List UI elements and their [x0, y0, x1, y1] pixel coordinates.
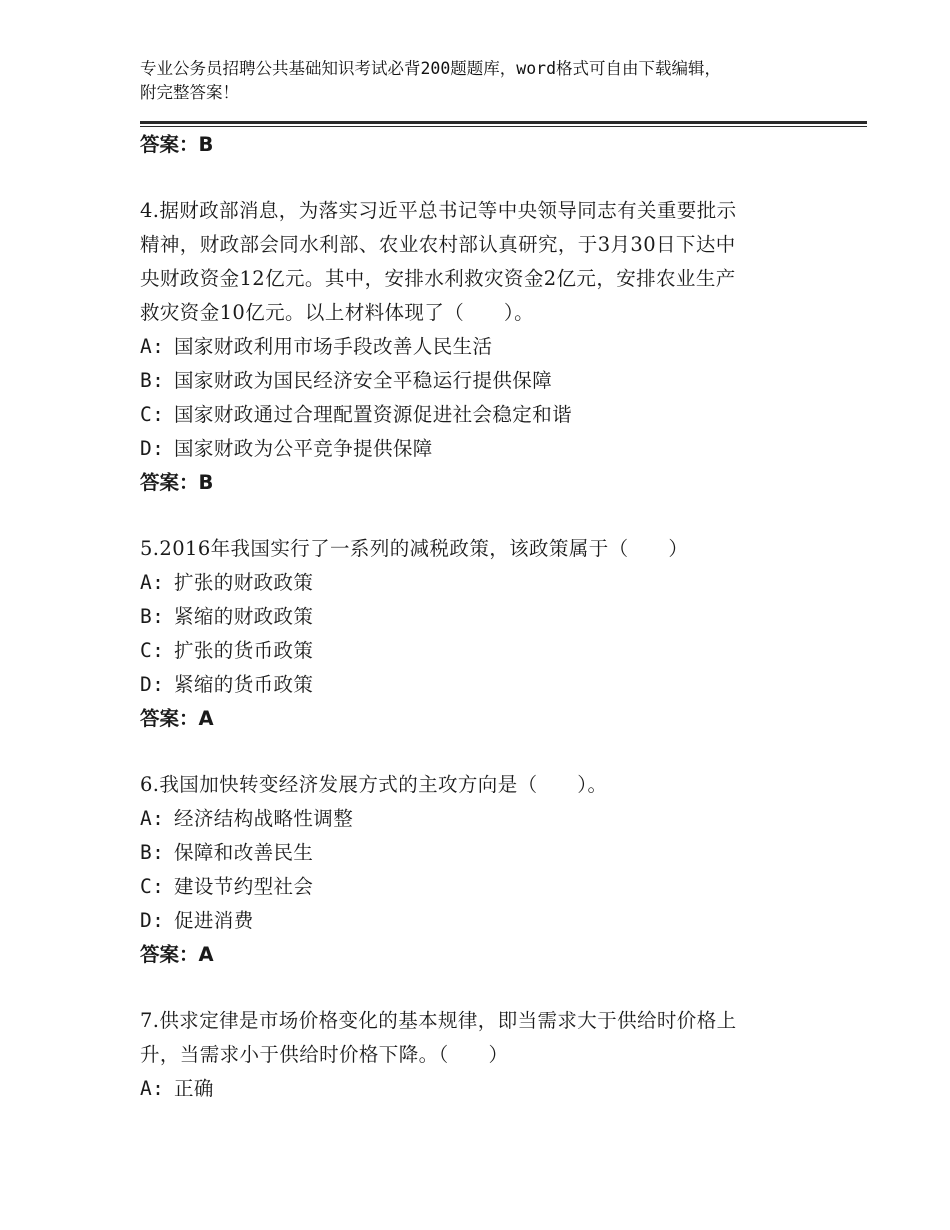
option-key: B: — [140, 369, 165, 392]
answer-line: 答案：B — [140, 471, 214, 494]
option-text: 紧缩的财政政策 — [174, 605, 314, 628]
header-divider-thin — [140, 126, 867, 127]
stem-line: 央财政资金12亿元。其中，安排水利救灾资金2亿元，安排农业生产 — [140, 267, 736, 290]
header-line-2: 附完整答案！ — [140, 83, 239, 102]
option-c — [140, 870, 840, 904]
option-d — [140, 668, 840, 702]
option-text: 正确 — [174, 1077, 214, 1100]
option-a — [140, 566, 840, 600]
option-key: A: — [140, 807, 165, 830]
option-c — [140, 398, 840, 432]
option-d — [140, 432, 840, 466]
question-block — [140, 768, 840, 972]
option-key: C: — [140, 875, 165, 898]
option-text: 促进消费 — [174, 909, 254, 932]
option-text: 经济结构战略性调整 — [174, 807, 354, 830]
option-a — [140, 802, 840, 836]
option-key: B: — [140, 841, 165, 864]
stem-line: 5.2016年我国实行了一系列的减税政策，该政策属于（ ） — [140, 537, 689, 560]
spacer — [140, 500, 840, 532]
question-block — [140, 1004, 840, 1106]
option-a — [140, 1072, 840, 1106]
option-key: D: — [140, 909, 165, 932]
option-text: 紧缩的货币政策 — [174, 673, 314, 696]
option-key: D: — [140, 437, 165, 460]
question-list — [140, 128, 840, 1106]
option-d — [140, 904, 840, 938]
option-key: B: — [140, 605, 165, 628]
question-stem — [140, 194, 840, 330]
stem-line: 精神，财政部会同水利部、农业农村部认真研究，于3月30日下达中 — [140, 233, 736, 256]
question-block — [140, 194, 840, 500]
option-key: C: — [140, 403, 165, 426]
option-text: 扩张的财政政策 — [174, 571, 314, 594]
stem-line: 救灾资金10亿元。以上材料体现了（ ）。 — [140, 301, 534, 324]
option-text: 建设节约型社会 — [174, 875, 314, 898]
option-b — [140, 600, 840, 634]
question-stem — [140, 532, 840, 566]
question-stem — [140, 1004, 840, 1072]
option-a — [140, 330, 840, 364]
option-key: A: — [140, 571, 165, 594]
stem-line: 7.供求定律是市场价格变化的基本规律，即当需求大于供给时价格上 — [140, 1009, 737, 1032]
stem-line: 升，当需求小于供给时价格下降。（ ） — [140, 1043, 509, 1066]
header-line-1: 专业公务员招聘公共基础知识考试必背200题题库，word格式可自由下载编辑， — [140, 59, 722, 78]
spacer — [140, 736, 840, 768]
option-text: 国家财政为公平竞争提供保障 — [174, 437, 433, 460]
option-b — [140, 364, 840, 398]
option-c — [140, 634, 840, 668]
answer-line: 答案：B — [140, 133, 214, 156]
stem-line: 4.据财政部消息，为落实习近平总书记等中央领导同志有关重要批示 — [140, 199, 737, 222]
page-header — [140, 57, 840, 105]
answer-line: 答案：A — [140, 943, 214, 966]
answer-line: 答案：A — [140, 707, 214, 730]
spacer — [140, 972, 840, 1004]
option-text: 国家财政通过合理配置资源促进社会稳定和谐 — [174, 403, 573, 426]
option-key: A: — [140, 335, 165, 358]
option-text: 国家财政利用市场手段改善人民生活 — [174, 335, 493, 358]
stem-line: 6.我国加快转变经济发展方式的主攻方向是（ ）。 — [140, 773, 608, 796]
option-key: C: — [140, 639, 165, 662]
question-block — [140, 532, 840, 736]
option-text: 国家财政为国民经济安全平稳运行提供保障 — [174, 369, 553, 392]
header-divider-thick — [140, 121, 867, 124]
option-key: D: — [140, 673, 165, 696]
option-text: 保障和改善民生 — [174, 841, 314, 864]
spacer — [140, 162, 840, 194]
question-stem — [140, 768, 840, 802]
option-b — [140, 836, 840, 870]
option-key: A: — [140, 1077, 165, 1100]
option-text: 扩张的货币政策 — [174, 639, 314, 662]
